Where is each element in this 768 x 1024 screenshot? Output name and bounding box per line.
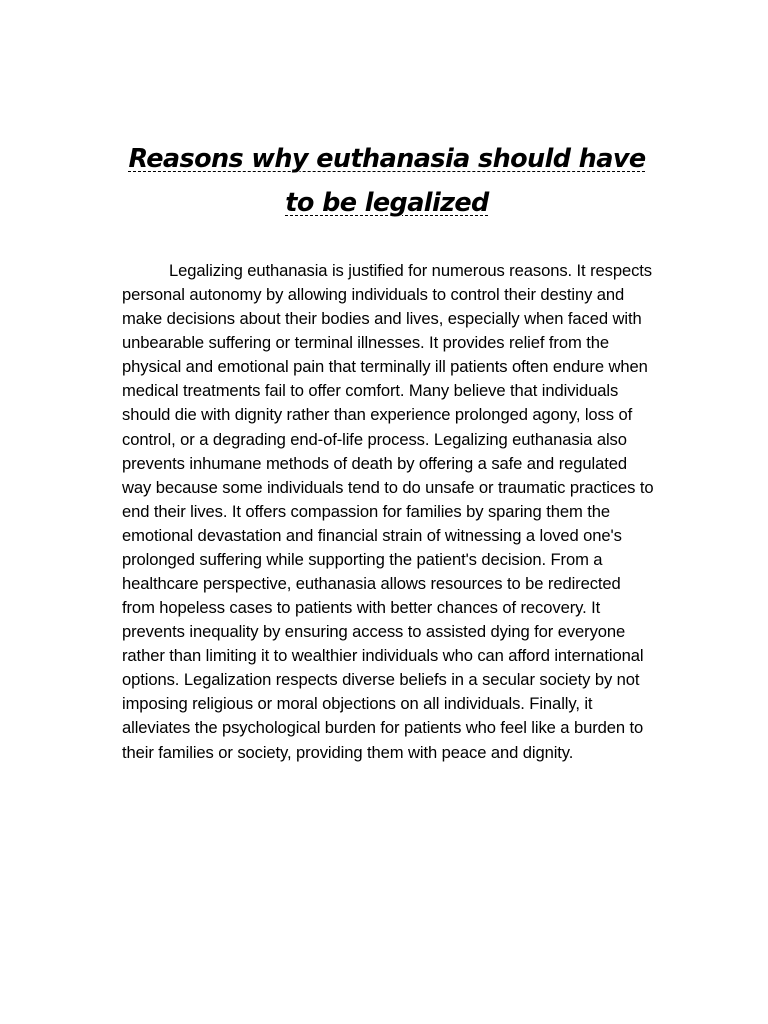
body-paragraph: Legalizing euthanasia is justified for numerous reasons. It respects personal autonomy by allowing individuals to control their destiny and make decisions about their bodies and lives, especially when faced with unbearable suffering or terminal illnesses. It provides relief from the physical and emotional pain that terminally ill patients often endure when medical treatments fail to offer comfort. Many believe that individuals should die with dignity rather than experience prolonged agony, loss of control, or a degrading end-of-life process. Legalizing euthanasia also prevents inhumane methods of death by offering a safe and regulated way because some individuals tend to do unsafe or traumatic practices to end their lives. It offers compassion for families by sparing them the emotional devastation and financial strain of witnessing a loved one's prolonged suffering while supporting the patient's decision. From a healthcare perspective, euthanasia allows resources to be redirected from hopeless cases to patients with better chances of recovery. It prevents inequality by ensuring access to assisted dying for everyone rather than limiting it to wealthier individuals who can afford international options. Legalization respects diverse beliefs in a secular society by not imposing religious or moral objections on all individuals. Finally, it alleviates the psychological burden for patients who feel like a burden to their families or society, providing them with peace and dignity. [122,261,654,762]
document-title [112,137,662,225]
document-title-text: Reasons why euthanasia should have to be legalized [128,144,646,218]
